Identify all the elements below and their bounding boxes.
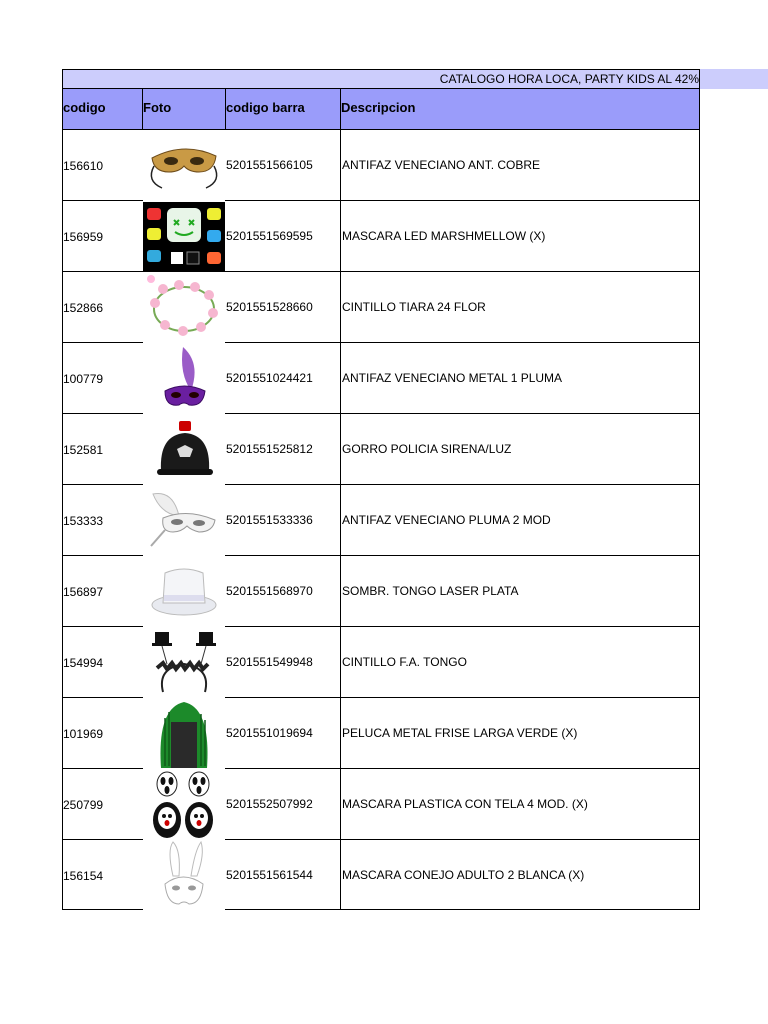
cell-descripcion: SOMBR. TONGO LASER PLATA <box>342 584 519 598</box>
table-row <box>62 272 700 343</box>
catalog-sheet <box>62 69 700 910</box>
cell-descripcion: MASCARA CONEJO ADULTO 2 BLANCA (X) <box>342 867 585 882</box>
cell-descripcion: PELUCA METAL FRISE LARGA VERDE (X) <box>342 726 578 740</box>
cell-descripcion: CINTILLO F.A. TONGO <box>342 655 467 669</box>
cell-codigo: 156610 <box>63 159 104 173</box>
police-helmet-icon <box>143 414 225 485</box>
scream-masks-icon <box>143 769 225 840</box>
table-row <box>62 556 700 627</box>
cell-codigo-barra: 5201551566105 <box>225 130 341 200</box>
table-row <box>62 201 700 272</box>
cell-codigo: 152581 <box>63 443 104 457</box>
table-row <box>62 627 700 698</box>
cell-codigo-barra: 5201551024421 <box>225 343 341 413</box>
table-row <box>62 698 700 769</box>
cell-descripcion: MASCARA LED MARSHMELLOW (X) <box>342 229 546 243</box>
table-row <box>62 414 700 485</box>
flower-tiara-icon <box>143 272 225 343</box>
cell-codigo: 101969 <box>63 727 104 741</box>
cell-codigo-barra: 5201551561544 <box>225 840 341 909</box>
cell-descripcion: ANTIFAZ VENECIANO ANT. COBRE <box>342 158 541 172</box>
bunny-mask-icon <box>143 840 225 910</box>
cell-codigo: 156897 <box>63 585 104 599</box>
cell-codigo-barra: 5201551019694 <box>225 698 341 768</box>
title-row <box>62 69 700 89</box>
cell-codigo: 250799 <box>63 798 104 812</box>
cell-codigo: 100779 <box>63 372 104 386</box>
catalog-title: CATALOGO HORA LOCA, PARTY KIDS AL 42% <box>439 72 699 86</box>
table-row <box>62 840 700 910</box>
cell-descripcion: ANTIFAZ VENECIANO PLUMA 2 MOD <box>342 513 551 527</box>
tophat-headband-icon <box>143 627 225 698</box>
header-row <box>62 89 700 130</box>
feather-mask-white-icon <box>143 485 225 556</box>
cell-codigo-barra: 5201551569595 <box>225 201 341 271</box>
cell-codigo: 153333 <box>63 514 104 528</box>
feather-mask-purple-icon <box>143 343 225 414</box>
cell-codigo: 152866 <box>63 301 104 315</box>
title-band-extension <box>700 69 768 89</box>
cell-descripcion: ANTIFAZ VENECIANO METAL 1 PLUMA <box>342 371 563 385</box>
header-descripcion: Descripcion <box>341 100 416 115</box>
cell-codigo-barra: 5201552507992 <box>225 769 341 839</box>
venetian-mask-copper-icon <box>143 130 225 201</box>
cell-codigo-barra: 5201551533336 <box>225 485 341 555</box>
cell-descripcion: MASCARA PLASTICA CON TELA 4 MOD. (X) <box>342 797 588 811</box>
table-row <box>62 343 700 414</box>
header-codigo-barra: codigo barra <box>225 89 341 129</box>
cell-codigo: 156154 <box>63 868 104 883</box>
table-row <box>62 485 700 556</box>
header-codigo: codigo <box>63 89 143 129</box>
cell-codigo: 156959 <box>63 230 104 244</box>
cell-codigo-barra: 5201551568970 <box>225 556 341 626</box>
table-row <box>62 130 700 201</box>
table-row <box>62 769 700 840</box>
green-wig-icon <box>143 698 225 769</box>
header-foto: Foto <box>143 100 172 115</box>
cell-codigo-barra: 5201551528660 <box>225 272 341 342</box>
led-mask-icon <box>143 201 225 272</box>
cell-codigo-barra: 5201551525812 <box>225 414 341 484</box>
silver-bowler-hat-icon <box>143 556 225 627</box>
cell-descripcion: CINTILLO TIARA 24 FLOR <box>342 300 486 314</box>
cell-codigo: 154994 <box>63 656 104 670</box>
cell-codigo-barra: 5201551549948 <box>225 627 341 697</box>
cell-descripcion: GORRO POLICIA SIRENA/LUZ <box>342 442 512 456</box>
